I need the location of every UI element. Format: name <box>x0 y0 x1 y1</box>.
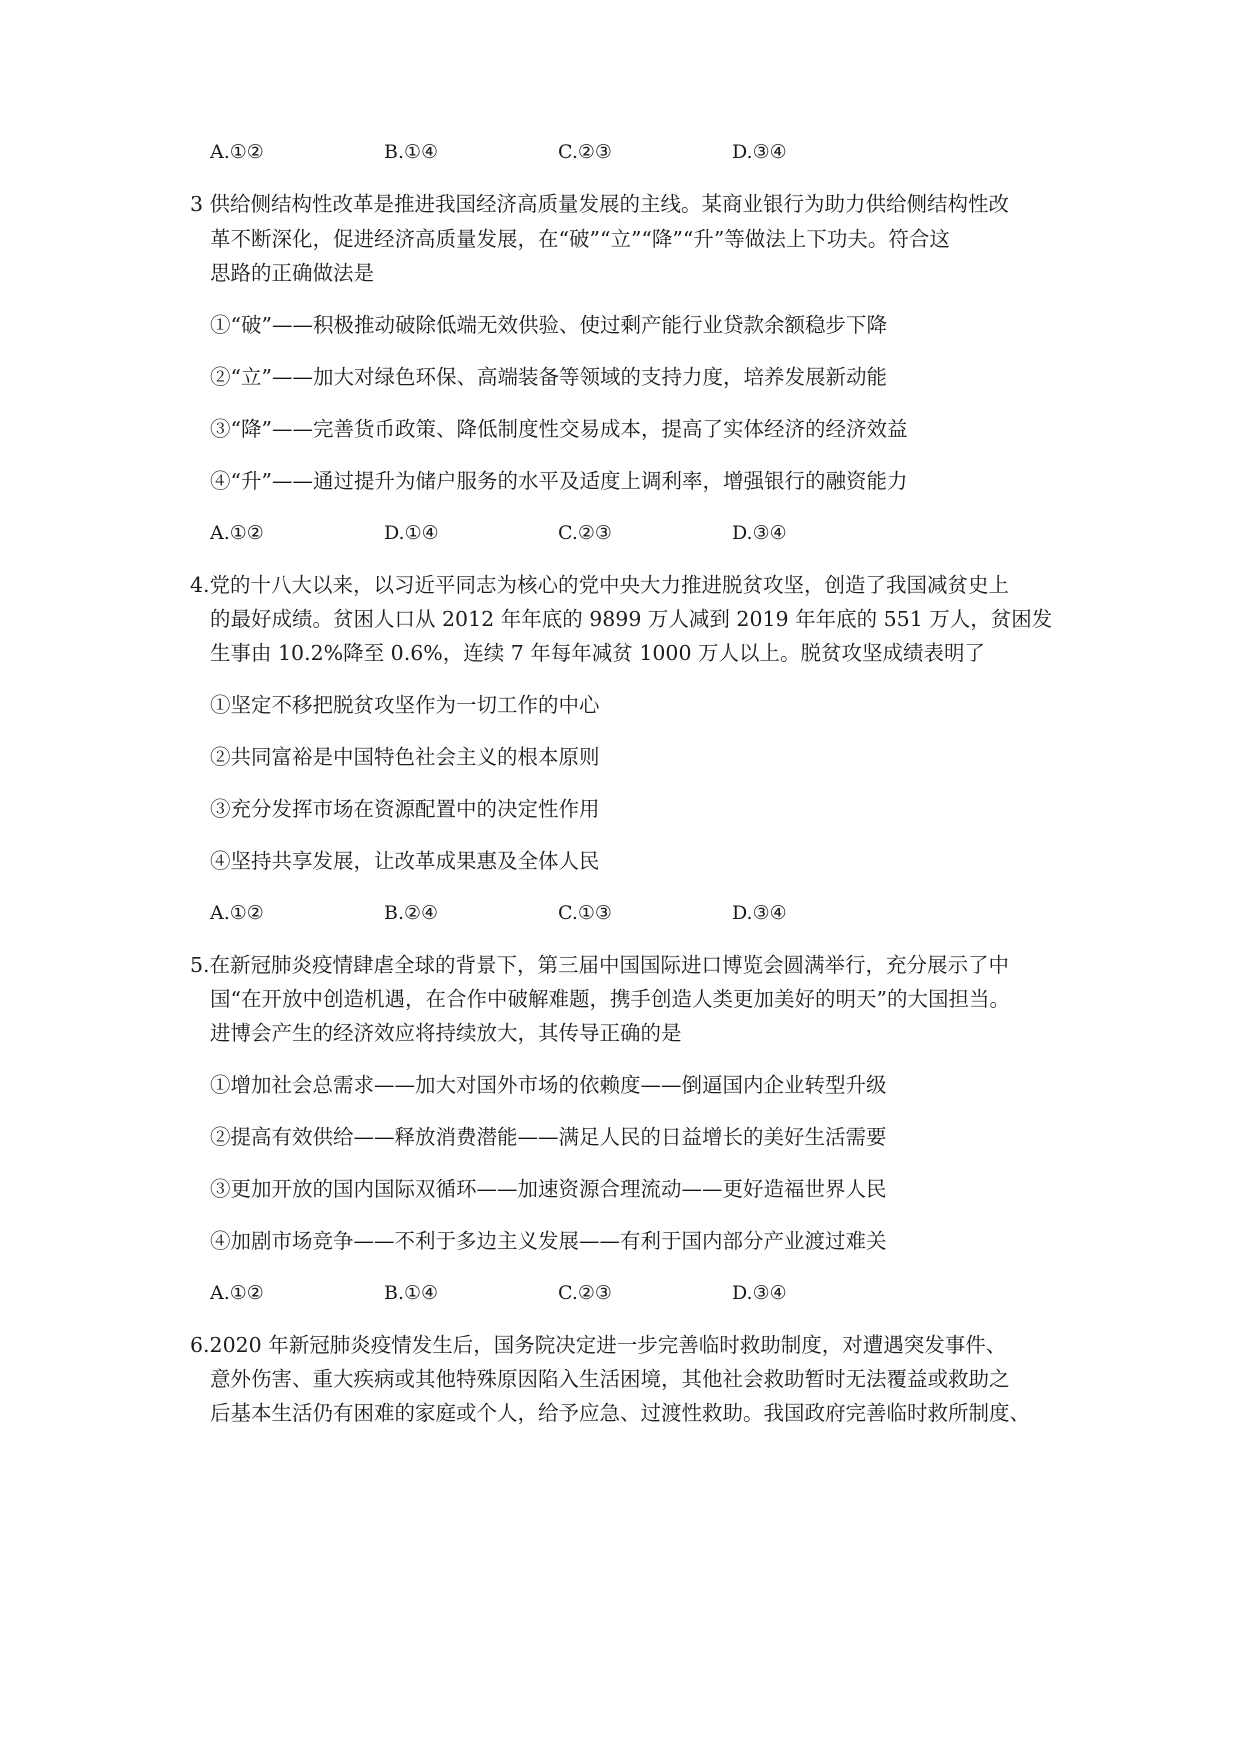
statement-option: ②共同富裕是中国特色社会主义的根本原则 <box>210 745 600 769</box>
question-stem-line: 3 供给侧结构性改革是推进我国经济高质量发展的主线。某商业银行为助力供给侧结构性改 <box>190 192 1010 216</box>
question-stem-line: 革不断深化，促进经济高质量发展，在“破”“立”“降”“升”等做法上下功夫。符合这 <box>210 227 950 251</box>
statement-option: ③“降”——完善货币政策、降低制度性交易成本，提高了实体经济的经济效益 <box>210 417 908 441</box>
statement-option: ③更加开放的国内国际双循环——加速资源合理流动——更好造福世界人民 <box>210 1177 887 1201</box>
question-stem-line: 思路的正确做法是 <box>210 261 374 285</box>
question-stem-line: 6.2020 年新冠肺炎疫情发生后，国务院决定进一步完善临时救助制度，对遭遇突发事件、 <box>190 1333 1007 1357</box>
choice-d[interactable]: D.③④ <box>732 1282 787 1304</box>
statement-option: ④“升”——通过提升为储户服务的水平及适度上调利率，增强银行的融资能力 <box>210 469 908 493</box>
choice-c[interactable]: C.②③ <box>558 141 612 163</box>
statement-option: ②“立”——加大对绿色环保、高端装备等领域的支持力度，培养发展新动能 <box>210 365 887 389</box>
choice-d[interactable]: D.③④ <box>732 522 787 544</box>
statement-option: ①“破”——积极推动破除低端无效供验、使过剩产能行业贷款余额稳步下降 <box>210 313 887 337</box>
statement-option: ④加剧市场竞争——不利于多边主义发展——有利于国内部分产业渡过难关 <box>210 1229 887 1253</box>
choice-a[interactable]: A.①② <box>210 522 264 544</box>
choice-b[interactable]: B.①④ <box>384 1282 439 1304</box>
question-stem-line: 生事由 10.2%降至 0.6%，连续 7 年每年减贫 1000 万人以上。脱贫攻坚成绩表明了 <box>210 641 986 665</box>
choice-b[interactable]: B.②④ <box>384 902 439 924</box>
question-stem-line: 5.在新冠肺炎疫情肆虐全球的背景下，第三届中国国际进口博览会圆满举行，充分展示了中 <box>190 953 1010 977</box>
choice-c[interactable]: C.①③ <box>558 902 612 924</box>
choice-b[interactable]: B.①④ <box>384 141 439 163</box>
question-stem-line: 4.党的十八大以来，以习近平同志为核心的党中央大力推进脱贫攻坚，创造了我国减贫史上 <box>190 573 1010 597</box>
choice-a[interactable]: A.①② <box>210 1282 264 1304</box>
question-stem-line: 的最好成绩。贫困人口从 2012 年年底的 9899 万人减到 2019 年年底的 551 万人，贫困发 <box>210 607 1053 631</box>
question-stem-line: 后基本生活仍有困难的家庭或个人，给予应急、过渡性救助。我国政府完善临时救所制度、 <box>210 1401 1030 1425</box>
choice-d[interactable]: D.③④ <box>732 902 787 924</box>
statement-option: ②提高有效供给——释放消费潜能——满足人民的日益增长的美好生活需要 <box>210 1125 887 1149</box>
question-stem-line: 意外伤害、重大疾病或其他特殊原因陷入生活困境，其他社会救助暂时无法覆益或救助之 <box>210 1367 1010 1391</box>
statement-option: ③充分发挥市场在资源配置中的决定性作用 <box>210 797 600 821</box>
choice-a[interactable]: A.①② <box>210 141 264 163</box>
choice-c[interactable]: C.②③ <box>558 1282 612 1304</box>
statement-option: ①增加社会总需求——加大对国外市场的依赖度——倒逼国内企业转型升级 <box>210 1073 887 1097</box>
choice-a[interactable]: A.①② <box>210 902 264 924</box>
question-stem-line: 国“在开放中创造机遇，在合作中破解难题，携手创造人类更加美好的明天”的大国担当。 <box>210 987 1010 1011</box>
choice-c[interactable]: C.②③ <box>558 522 612 544</box>
statement-option: ④坚持共享发展，让改革成果惠及全体人民 <box>210 849 600 873</box>
choice-b[interactable]: D.①④ <box>384 522 439 544</box>
choice-d[interactable]: D.③④ <box>732 141 787 163</box>
question-stem-line: 进博会产生的经济效应将持续放大，其传导正确的是 <box>210 1021 682 1045</box>
statement-option: ①坚定不移把脱贫攻坚作为一切工作的中心 <box>210 693 600 717</box>
